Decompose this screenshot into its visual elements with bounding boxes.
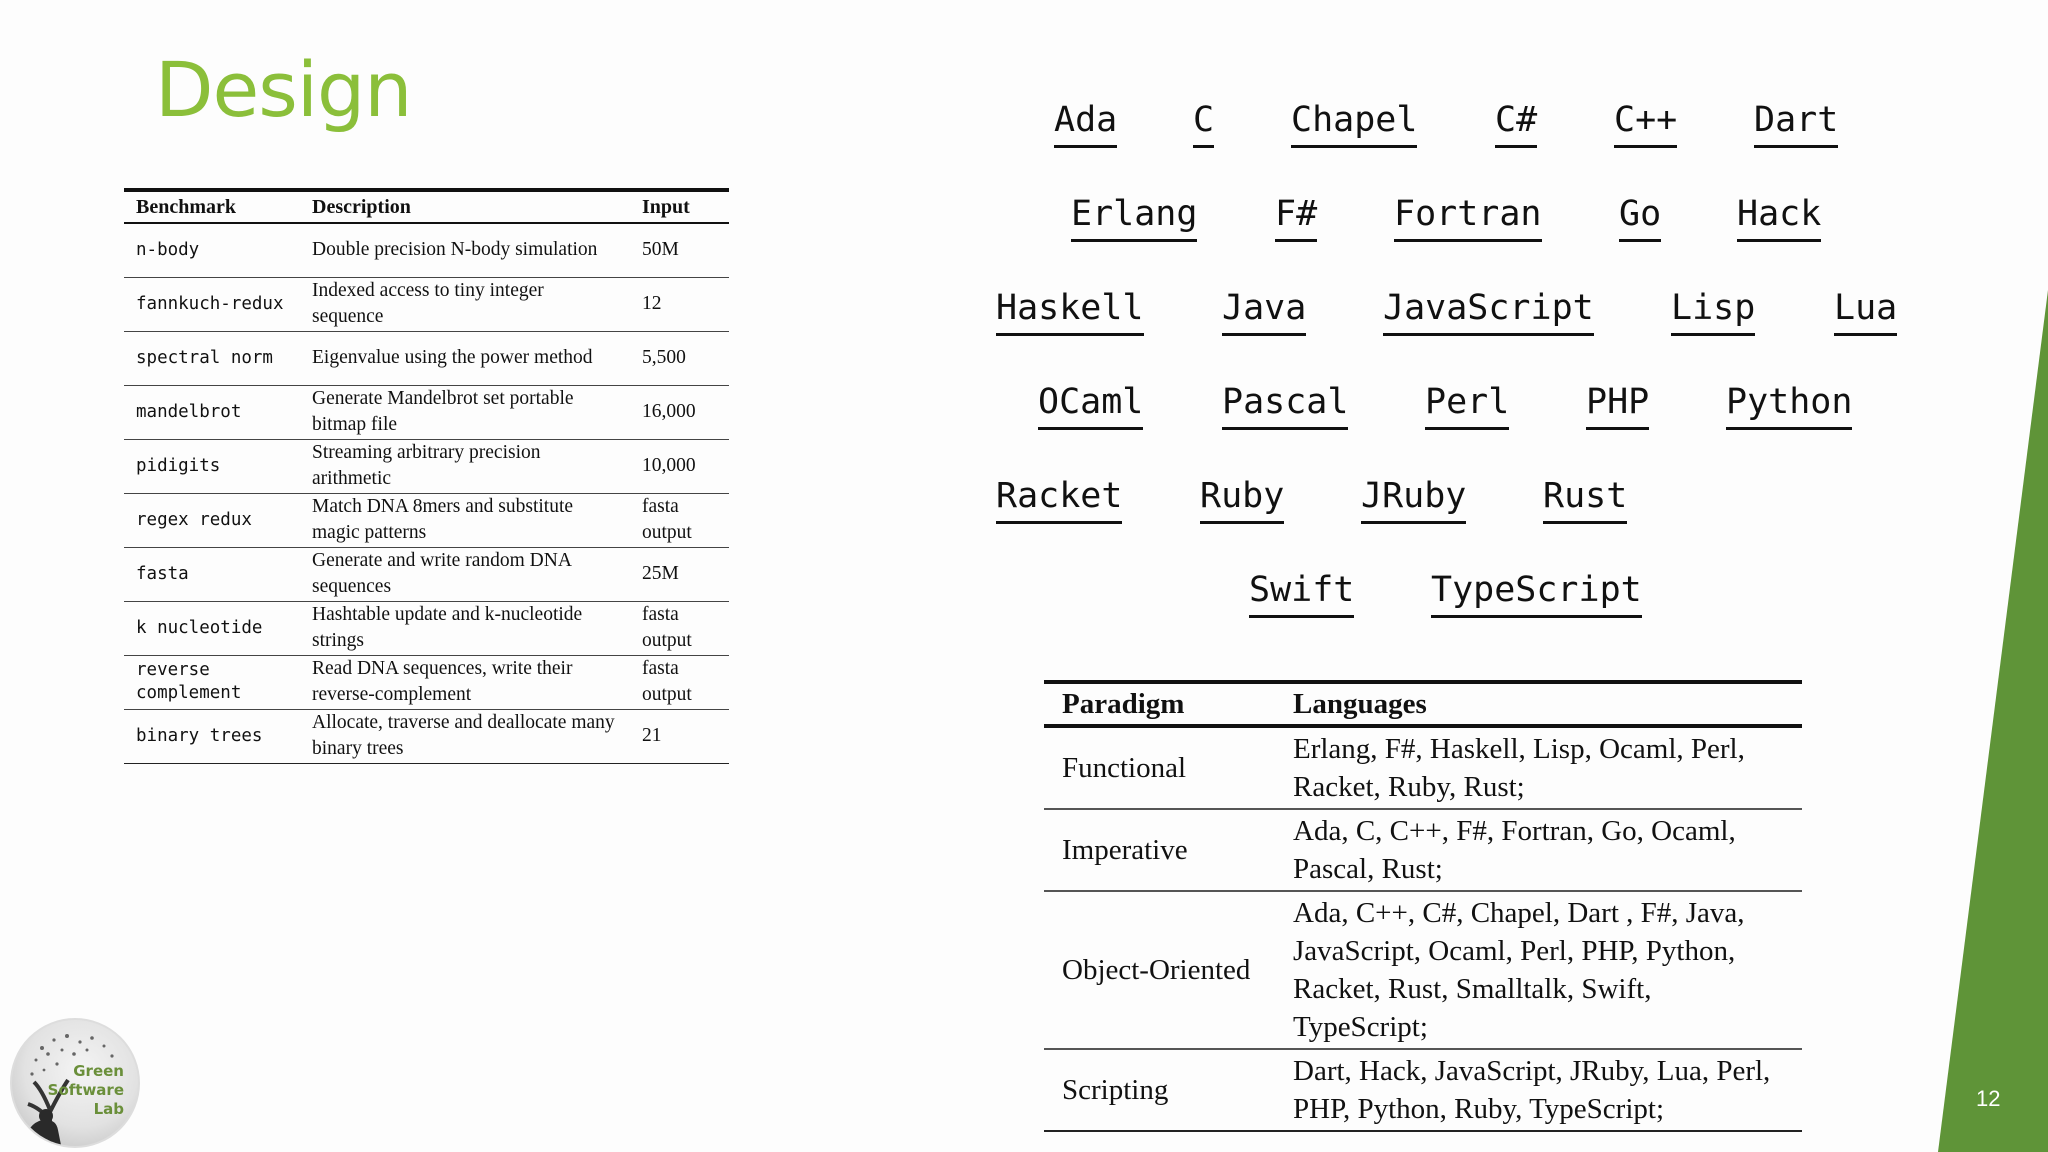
paradigm-languages: Erlang, F#, Haskell, Lisp, Ocaml, Perl, Racket, Ruby, Rust; (1275, 726, 1802, 809)
table-row (124, 331, 729, 385)
benchmark-description: Generate and write random DNA sequences (300, 547, 630, 601)
benchmark-input: 12 (630, 277, 729, 331)
paradigm-name: Imperative (1044, 809, 1275, 891)
benchmark-description: Eigenvalue using the power method (300, 331, 630, 385)
benchmark-name: k nucleotide (124, 601, 300, 655)
benchmark-name: n-body (124, 223, 300, 277)
language-label: Ruby (1200, 477, 1284, 524)
language-label: Lua (1834, 289, 1897, 336)
benchmark-input: 25M (630, 547, 729, 601)
benchmark-description: Hashtable update and k-nucleotide strings (300, 601, 630, 655)
language-label: Erlang (1071, 195, 1197, 242)
benchmark-description: Indexed access to tiny integer sequence (300, 277, 630, 331)
language-label: C# (1495, 101, 1537, 148)
benchmark-name: spectral norm (124, 331, 300, 385)
language-label: Go (1619, 195, 1661, 242)
table-row (124, 709, 729, 763)
benchmark-input: 5,500 (630, 331, 729, 385)
paradigm-languages: Ada, C, C++, F#, Fortran, Go, Ocaml, Pascal, Rust; (1275, 809, 1802, 891)
language-label: Python (1726, 383, 1852, 430)
table-row (1044, 726, 1802, 809)
header-benchmark: Benchmark (124, 190, 300, 223)
language-label: Pascal (1222, 383, 1348, 430)
benchmark-name: pidigits (124, 439, 300, 493)
benchmark-name: regex redux (124, 493, 300, 547)
language-label: Racket (996, 477, 1122, 524)
logo-line: Green (73, 1062, 124, 1080)
green-software-lab-logo (10, 1018, 140, 1148)
header-description: Description (300, 190, 630, 223)
language-label: C++ (1614, 101, 1677, 148)
benchmark-name: fasta (124, 547, 300, 601)
language-label: Fortran (1394, 195, 1542, 242)
table-row (124, 493, 729, 547)
green-decor-band (1878, 0, 2048, 1152)
benchmark-name: mandelbrot (124, 385, 300, 439)
language-label: Swift (1249, 571, 1354, 618)
paradigm-languages: Ada, C++, C#, Chapel, Dart , F#, Java, JavaScript, Ocaml, Perl, PHP, Python, Racket, Rust, Smalltalk, Swift, TypeScript; (1275, 891, 1802, 1049)
benchmark-input: 16,000 (630, 385, 729, 439)
language-label: Dart (1754, 101, 1838, 148)
benchmark-name: binary trees (124, 709, 300, 763)
language-label: Lisp (1671, 289, 1755, 336)
table-row (1044, 891, 1802, 1049)
benchmark-description: Generate Mandelbrot set portable bitmap file (300, 385, 630, 439)
language-label: JRuby (1361, 477, 1466, 524)
header-paradigm: Paradigm (1044, 682, 1275, 726)
logo-line: Lab (93, 1100, 124, 1118)
benchmark-input: 50M (630, 223, 729, 277)
benchmark-input: fasta output (630, 601, 729, 655)
slide-title: Design (155, 45, 412, 134)
table-row (124, 277, 729, 331)
table-row (124, 601, 729, 655)
logo-line: Software (47, 1081, 124, 1099)
language-label: C (1193, 101, 1214, 148)
language-label: F# (1275, 195, 1317, 242)
page-number: 12 (1976, 1086, 2001, 1111)
language-label: Rust (1543, 477, 1627, 524)
benchmark-table (124, 188, 729, 764)
language-label: OCaml (1038, 383, 1143, 430)
paradigm-name: Scripting (1044, 1049, 1275, 1131)
header-languages: Languages (1275, 682, 1802, 726)
language-label: Ada (1054, 101, 1117, 148)
paradigm-header-row (1044, 682, 1802, 726)
paradigm-languages: Dart, Hack, JavaScript, JRuby, Lua, Perl, PHP, Python, Ruby, TypeScript; (1275, 1049, 1802, 1131)
paradigm-table (1044, 680, 1802, 1132)
table-row (124, 655, 729, 709)
benchmark-header-row (124, 190, 729, 223)
benchmark-description: Streaming arbitrary precision arithmetic (300, 439, 630, 493)
benchmark-input: fasta output (630, 655, 729, 709)
benchmark-name: reverse complement (124, 655, 300, 709)
logo-text (48, 1062, 124, 1119)
benchmark-description: Double precision N-body simulation (300, 223, 630, 277)
table-row (1044, 809, 1802, 891)
benchmark-name: fannkuch-redux (124, 277, 300, 331)
header-input: Input (630, 190, 729, 223)
table-row (124, 223, 729, 277)
language-label: PHP (1586, 383, 1649, 430)
table-row (124, 385, 729, 439)
language-label: Perl (1425, 383, 1509, 430)
benchmark-description: Allocate, traverse and deallocate many binary trees (300, 709, 630, 763)
paradigm-name: Object-Oriented (1044, 891, 1275, 1049)
benchmark-input: 21 (630, 709, 729, 763)
language-label: TypeScript (1431, 571, 1642, 618)
benchmark-description: Match DNA 8mers and substitute magic patterns (300, 493, 630, 547)
benchmark-input: 10,000 (630, 439, 729, 493)
paradigm-name: Functional (1044, 726, 1275, 809)
table-row (1044, 1049, 1802, 1131)
table-row (124, 439, 729, 493)
table-row (124, 547, 729, 601)
language-label: Haskell (996, 289, 1144, 336)
language-label: Chapel (1291, 101, 1417, 148)
benchmark-input: fasta output (630, 493, 729, 547)
language-label: Java (1222, 289, 1306, 336)
language-label: JavaScript (1383, 289, 1594, 336)
benchmark-description: Read DNA sequences, write their reverse-complement (300, 655, 630, 709)
language-label: Hack (1737, 195, 1821, 242)
